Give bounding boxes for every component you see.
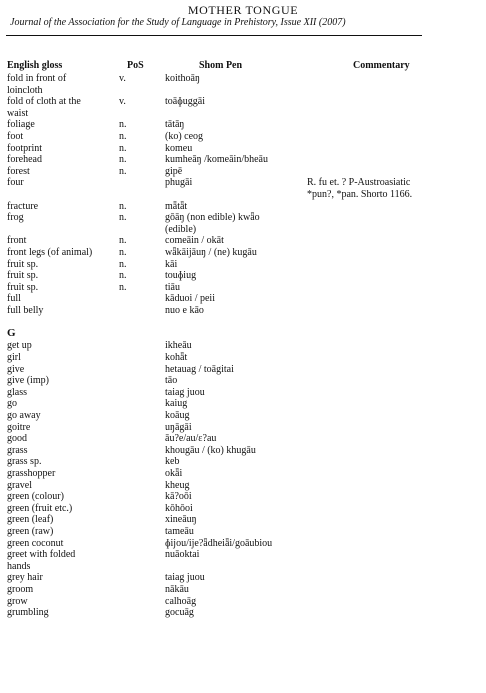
section-letter-row — [7, 327, 477, 340]
table-row — [7, 596, 477, 608]
shom-pen-cell — [165, 119, 293, 131]
shom-pen-cell — [165, 305, 293, 317]
shom-pen-cell-line: calhoāg — [165, 595, 197, 607]
pos-cell: n. — [119, 142, 127, 154]
table-row — [7, 398, 477, 410]
table-row — [7, 364, 477, 376]
shom-pen-cell-line: hetauag / toāgitai — [165, 363, 234, 375]
shom-pen-cell-line: comeāin / okāt — [165, 235, 224, 247]
gloss-cell-line: front legs (of animal) — [7, 246, 93, 258]
gloss-cell — [7, 538, 117, 550]
shom-pen-cell-line: āu?e/au/ɛ?au — [165, 433, 217, 445]
shom-pen-cell — [165, 235, 293, 247]
table-row — [7, 387, 477, 399]
gloss-cell-line: give (imp) — [7, 375, 49, 387]
gloss-cell — [7, 468, 117, 480]
table-row — [7, 433, 477, 445]
shom-pen-cell-line: kōhōoi — [165, 502, 193, 514]
gloss-cell-line: footprint — [7, 142, 42, 154]
table-row — [7, 73, 477, 96]
commentary-cell-line: R. fu et. ? P-Austroasiatic — [307, 177, 411, 189]
column-header-commentary: Commentary — [353, 60, 410, 71]
table-row — [7, 143, 477, 155]
table-row — [7, 177, 477, 200]
gloss-cell — [7, 398, 117, 410]
gloss-cell-line: fracture — [7, 200, 39, 212]
table-row — [7, 235, 477, 247]
shom-pen-cell-line: xineāuŋ — [165, 514, 197, 526]
table-row — [7, 293, 477, 305]
table-row — [7, 526, 477, 538]
shom-pen-cell-line: wǟkāijāuŋ / (ne) kugāu — [165, 246, 257, 258]
gloss-cell-line: fruit sp. — [7, 270, 39, 282]
shom-pen-cell-line: ikheāu — [165, 340, 192, 352]
table-row — [7, 282, 477, 294]
section-letter-g: G — [7, 327, 16, 340]
shom-pen-cell-line: kā?oōi — [165, 491, 192, 503]
table-row — [7, 468, 477, 480]
gloss-cell — [7, 143, 117, 155]
column-header-shom-pen: Shom Pen — [199, 60, 243, 71]
gloss-cell — [7, 410, 117, 422]
gloss-cell — [7, 131, 117, 143]
gloss-cell — [7, 212, 117, 224]
gloss-cell — [7, 526, 117, 538]
shom-pen-cell-line: touɸiug — [165, 270, 197, 282]
journal-title: MOTHER TONGUE — [187, 3, 299, 17]
shom-pen-cell-line: tātāŋ — [165, 119, 185, 131]
shom-pen-cell-line: kumheāŋ /komeāin/bheāu — [165, 154, 268, 166]
gloss-cell — [7, 305, 117, 317]
pos-cell: n. — [119, 119, 127, 131]
shom-pen-cell — [165, 270, 293, 282]
glossary-table — [7, 60, 477, 619]
gloss-cell — [7, 340, 117, 352]
table-row — [7, 340, 477, 352]
shom-pen-cell — [165, 572, 293, 584]
shom-pen-cell — [165, 607, 293, 619]
section-gap — [7, 316, 477, 327]
table-row — [7, 480, 477, 492]
shom-pen-cell-line: gipē — [165, 165, 183, 177]
shom-pen-cell — [165, 491, 293, 503]
pos-cell: n. — [119, 235, 127, 247]
shom-pen-cell-line: tāo — [165, 375, 178, 387]
gloss-cell-line: goitre — [7, 421, 31, 433]
shom-pen-cell-line: uŋāgāi — [165, 421, 192, 433]
shom-pen-cell — [165, 143, 293, 155]
shom-pen-cell-line: kheug — [165, 479, 190, 491]
shom-pen-cell-line: gocuāg — [165, 607, 194, 619]
shom-pen-cell — [165, 352, 293, 364]
shom-pen-cell — [165, 596, 293, 608]
gloss-cell-line: give — [7, 363, 25, 375]
gloss-cell — [7, 549, 117, 572]
table-row — [7, 212, 477, 235]
gloss-cell — [7, 177, 117, 189]
gloss-cell — [7, 154, 117, 166]
shom-pen-cell-line: taiag juou — [165, 572, 205, 584]
gloss-cell-line: foliage — [7, 119, 35, 131]
gloss-cell — [7, 364, 117, 376]
table-row — [7, 410, 477, 422]
table-row — [7, 305, 477, 317]
gloss-cell — [7, 607, 117, 619]
shom-pen-cell-line: gōāŋ (non edible) kwǟo — [165, 212, 260, 224]
shom-pen-cell — [165, 282, 293, 294]
table-row — [7, 503, 477, 515]
gloss-cell-line: go — [7, 398, 17, 410]
shom-pen-cell — [165, 364, 293, 376]
pos-cell: n. — [119, 154, 127, 166]
shom-pen-cell-line: mǟtǟt — [165, 200, 188, 212]
gloss-cell-line: waist — [7, 107, 29, 119]
section-g-rows — [7, 340, 477, 618]
column-header-pos: PoS — [127, 60, 144, 71]
shom-pen-cell-line: (ko) ceog — [165, 130, 204, 142]
gloss-cell-line: fold in front of — [7, 73, 67, 84]
gloss-cell-line: glass — [7, 386, 27, 398]
gloss-cell — [7, 456, 117, 468]
shom-pen-cell-line: ɸijou/ije?ǟdheiǟi/goāubiou — [165, 537, 273, 549]
shom-pen-cell — [165, 538, 293, 550]
gloss-cell-line: grass sp. — [7, 456, 42, 468]
gloss-cell-line: good — [7, 433, 27, 445]
shom-pen-cell — [165, 131, 293, 143]
gloss-cell — [7, 293, 117, 305]
pos-cell: n. — [119, 130, 127, 142]
gloss-cell — [7, 422, 117, 434]
table-row — [7, 445, 477, 457]
gloss-cell-line: full — [7, 293, 21, 305]
table-row — [7, 584, 477, 596]
table-row — [7, 538, 477, 550]
shom-pen-cell — [165, 201, 293, 213]
gloss-cell-line: forest — [7, 165, 30, 177]
shom-pen-cell — [165, 293, 293, 305]
gloss-cell-line: green (fruit etc.) — [7, 502, 73, 514]
gloss-cell — [7, 480, 117, 492]
shom-pen-cell — [165, 247, 293, 259]
shom-pen-cell-line: koithoāŋ — [165, 73, 200, 84]
gloss-cell — [7, 584, 117, 596]
table-row — [7, 201, 477, 213]
shom-pen-cell-line: komeu — [165, 142, 193, 154]
table-row — [7, 514, 477, 526]
gloss-cell — [7, 96, 117, 119]
shom-pen-cell-line: khougāu / (ko) khugāu — [165, 444, 256, 456]
section-f-rows — [7, 73, 477, 316]
commentary-cell — [307, 177, 477, 200]
gloss-cell — [7, 596, 117, 608]
table-row — [7, 259, 477, 271]
gloss-cell — [7, 503, 117, 515]
gloss-cell — [7, 282, 117, 294]
gloss-cell — [7, 433, 117, 445]
gloss-cell — [7, 375, 117, 387]
gloss-cell-line: frog — [7, 212, 24, 224]
gloss-cell-line: greet with folded — [7, 549, 76, 561]
shom-pen-cell-line: taiag juou — [165, 386, 205, 398]
gloss-cell — [7, 352, 117, 364]
gloss-cell — [7, 445, 117, 457]
header-rule — [6, 35, 422, 36]
gloss-cell-line: girl — [7, 352, 21, 364]
shom-pen-cell — [165, 375, 293, 387]
shom-pen-cell — [165, 422, 293, 434]
commentary-cell-line: *pun?, *pan. Shorto 1166. — [307, 188, 413, 200]
shom-pen-cell — [165, 212, 293, 235]
gloss-cell — [7, 73, 117, 96]
gloss-cell-line: hands — [7, 560, 31, 572]
gloss-cell-line: fold of cloth at the — [7, 96, 81, 108]
shom-pen-cell — [165, 514, 293, 526]
table-row — [7, 119, 477, 131]
table-row — [7, 166, 477, 178]
gloss-cell-line: forehead — [7, 154, 42, 166]
shom-pen-cell — [165, 166, 293, 178]
shom-pen-cell-line: kāduoi / peii — [165, 293, 215, 305]
gloss-cell — [7, 119, 117, 131]
table-row — [7, 549, 477, 572]
gloss-cell-line: grass — [7, 444, 28, 456]
shom-pen-cell-line: koāug — [165, 410, 190, 422]
gloss-cell — [7, 387, 117, 399]
table-row — [7, 607, 477, 619]
pos-cell: n. — [119, 165, 127, 177]
gloss-cell-line: fruit sp. — [7, 258, 39, 270]
gloss-cell-line: loincloth — [7, 84, 43, 96]
gloss-cell-line: full belly — [7, 304, 44, 316]
shom-pen-cell-line: okǟi — [165, 468, 183, 479]
table-row — [7, 572, 477, 584]
shom-pen-cell — [165, 410, 293, 422]
shom-pen-cell-line: tiāu — [165, 281, 180, 293]
shom-pen-cell — [165, 503, 293, 515]
journal-subtitle: Journal of the Association for the Study of Language in Prehistory, Issue XII (2007) — [10, 17, 346, 28]
table-row — [7, 96, 477, 119]
gloss-cell-line: green (raw) — [7, 525, 54, 537]
gloss-cell-line: fruit sp. — [7, 281, 39, 293]
shom-pen-cell-line: (edible) — [165, 223, 197, 235]
shom-pen-cell-line: kohǟt — [165, 352, 188, 364]
shom-pen-cell — [165, 154, 293, 166]
shom-pen-cell — [165, 259, 293, 271]
shom-pen-cell-line: tameāu — [165, 525, 194, 537]
shom-pen-cell-line: nuāoktai — [165, 549, 200, 561]
shom-pen-cell — [165, 456, 293, 468]
gloss-cell-line: go away — [7, 410, 41, 422]
gloss-cell — [7, 259, 117, 271]
gloss-cell-line: grey hair — [7, 572, 43, 584]
gloss-cell-line: front — [7, 235, 27, 247]
shom-pen-cell — [165, 445, 293, 457]
gloss-cell-line: grasshopper — [7, 468, 56, 479]
shom-pen-cell — [165, 433, 293, 445]
gloss-cell-line: four — [7, 177, 24, 189]
table-row — [7, 131, 477, 143]
shom-pen-cell — [165, 177, 293, 189]
shom-pen-cell — [165, 584, 293, 596]
shom-pen-cell-line: nākāu — [165, 583, 189, 595]
table-row — [7, 154, 477, 166]
gloss-cell — [7, 247, 117, 259]
shom-pen-cell-line: phugāi — [165, 177, 193, 189]
gloss-cell — [7, 166, 117, 178]
gloss-cell — [7, 514, 117, 526]
pos-cell: n. — [119, 212, 127, 224]
gloss-cell-line: green (leaf) — [7, 514, 54, 526]
table-row — [7, 375, 477, 387]
pos-cell: n. — [119, 258, 127, 270]
table-row — [7, 422, 477, 434]
gloss-cell — [7, 201, 117, 213]
shom-pen-cell-line: kāi — [165, 258, 178, 270]
shom-pen-cell — [165, 468, 293, 480]
shom-pen-cell — [165, 340, 293, 352]
gloss-cell-line: groom — [7, 583, 34, 595]
gloss-cell-line: foot — [7, 130, 24, 142]
gloss-cell — [7, 235, 117, 247]
shom-pen-cell — [165, 96, 293, 108]
gloss-cell-line: green (colour) — [7, 491, 64, 503]
shom-pen-cell-line: nuo e kāo — [165, 304, 204, 316]
gloss-cell — [7, 491, 117, 503]
table-row — [7, 270, 477, 282]
column-header-gloss: English gloss — [7, 60, 63, 71]
shom-pen-cell-line: kaiug — [165, 398, 188, 410]
pos-cell: n. — [119, 270, 127, 282]
shom-pen-cell-line: keb — [165, 456, 180, 468]
pos-cell: v. — [119, 73, 126, 84]
gloss-cell-line: gravel — [7, 479, 32, 491]
gloss-cell-line: grumbling — [7, 607, 49, 619]
gloss-cell — [7, 572, 117, 584]
table-row — [7, 456, 477, 468]
pos-cell: n. — [119, 246, 127, 258]
shom-pen-cell — [165, 549, 293, 561]
shom-pen-cell — [165, 526, 293, 538]
shom-pen-cell — [165, 73, 293, 85]
gloss-cell — [7, 270, 117, 282]
shom-pen-cell-line: toāɸuggāi — [165, 96, 205, 108]
table-row — [7, 247, 477, 259]
table-row — [7, 491, 477, 503]
shom-pen-cell — [165, 387, 293, 399]
gloss-cell-line: green coconut — [7, 537, 64, 549]
pos-cell: n. — [119, 281, 127, 293]
shom-pen-cell — [165, 480, 293, 492]
page-header — [0, 4, 486, 29]
gloss-cell-line: get up — [7, 340, 32, 352]
shom-pen-cell — [165, 398, 293, 410]
table-row — [7, 352, 477, 364]
gloss-cell-line: grow — [7, 595, 28, 607]
pos-cell: v. — [119, 96, 126, 108]
column-header-row — [7, 60, 477, 73]
pos-cell: n. — [119, 200, 127, 212]
